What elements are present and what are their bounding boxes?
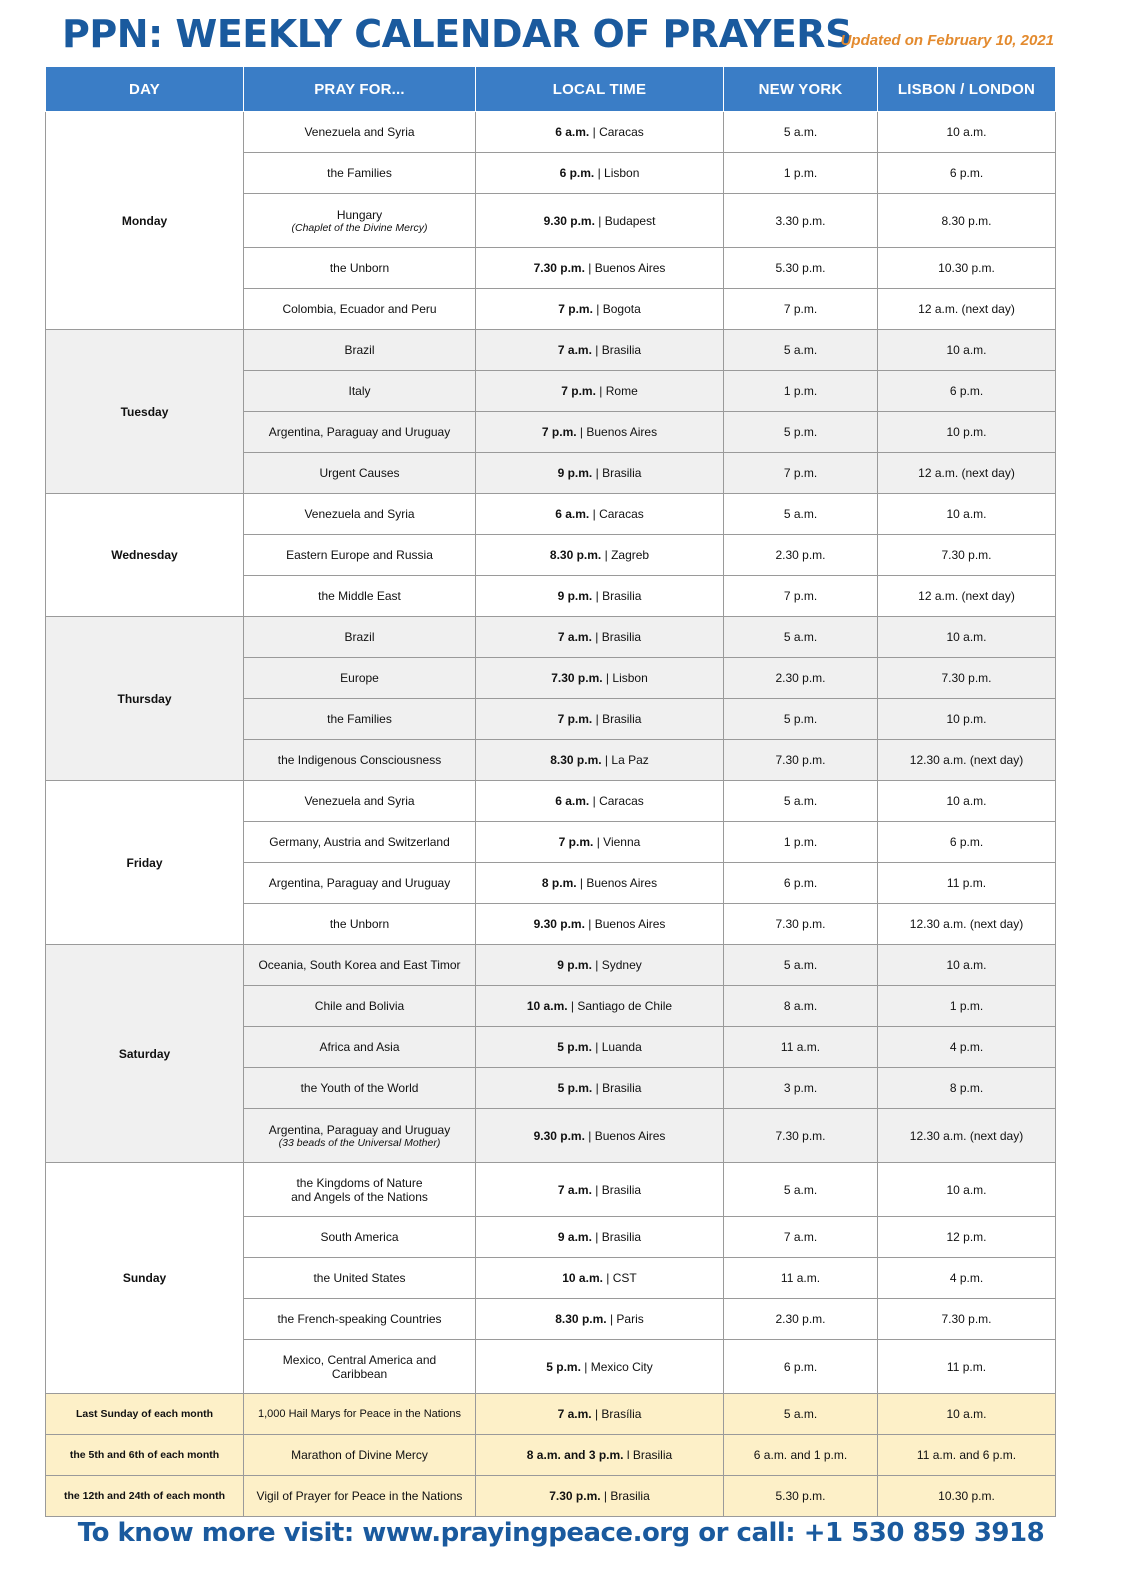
- lisbon-london-time-cell: 10 a.m.: [878, 617, 1056, 658]
- local-time-value: 6 p.m.: [559, 166, 595, 180]
- pray-for-text: Europe: [340, 671, 379, 685]
- pray-for-cell: [244, 412, 476, 453]
- lisbon-london-time-cell: 10 a.m.: [878, 1163, 1056, 1217]
- pray-for-cell: [244, 371, 476, 412]
- local-time-value: 7 p.m.: [541, 425, 577, 439]
- local-time-value: 9.30 p.m.: [533, 917, 585, 931]
- local-city: Sydney: [601, 958, 642, 972]
- local-time-cell: 7 p.m. | Buenos Aires: [476, 412, 724, 453]
- new-york-time-cell: 7.30 p.m.: [724, 1109, 878, 1163]
- local-time-cell: 9 p.m. | Brasilia: [476, 576, 724, 617]
- lisbon-london-time-cell: 6 p.m.: [878, 822, 1056, 863]
- pray-for-cell: [244, 945, 476, 986]
- pray-for-cell: [244, 453, 476, 494]
- lisbon-london-time-cell: 12 a.m. (next day): [878, 289, 1056, 330]
- pray-for-text: the Middle East: [318, 589, 401, 603]
- pray-for-text: Brazil: [344, 343, 375, 357]
- lisbon-london-time-cell: 8.30 p.m.: [878, 194, 1056, 248]
- new-york-time-cell: 6 p.m.: [724, 1340, 878, 1394]
- lisbon-london-time-cell: 10 p.m.: [878, 412, 1056, 453]
- local-time-value: 9 p.m.: [557, 589, 593, 603]
- new-york-time-cell: 7.30 p.m.: [724, 740, 878, 781]
- pray-for-text: Argentina, Paraguay and Uruguay: [268, 1122, 451, 1137]
- table-row: [46, 617, 1056, 658]
- table-row: [46, 330, 1056, 371]
- local-time-cell: 9 a.m. | Brasilia: [476, 1217, 724, 1258]
- lisbon-london-time-cell: 10.30 p.m.: [878, 1476, 1056, 1517]
- table-row: [46, 112, 1056, 153]
- new-york-time-cell: 5.30 p.m.: [724, 1476, 878, 1517]
- local-time-cell: [476, 1435, 724, 1476]
- day-group: [46, 781, 1056, 945]
- local-time-value: 7 a.m.: [557, 1182, 592, 1197]
- local-time-cell: 9.30 p.m. | Buenos Aires: [476, 1109, 724, 1163]
- local-time-cell: 8.30 p.m. | Zagreb: [476, 535, 724, 576]
- local-time-cell: 7 p.m. | Bogota: [476, 289, 724, 330]
- new-york-time-cell: 5 a.m.: [724, 617, 878, 658]
- pray-for-text: Venezuela and Syria: [304, 507, 415, 521]
- local-time-value: 9 p.m.: [557, 466, 593, 480]
- local-city: La Paz: [611, 753, 649, 767]
- table-row: [46, 1435, 1056, 1476]
- pray-for-cell: [244, 1340, 476, 1394]
- local-city: Lisbon: [612, 671, 648, 685]
- lisbon-london-time-cell: 11 p.m.: [878, 1340, 1056, 1394]
- lisbon-london-time-cell: 10 a.m.: [878, 494, 1056, 535]
- prayer-calendar-table: [45, 66, 1056, 1517]
- lisbon-london-time-cell: 12.30 a.m. (next day): [878, 740, 1056, 781]
- pray-for-text: the Kingdoms of Nature: [296, 1175, 423, 1190]
- new-york-time-cell: 7 p.m.: [724, 576, 878, 617]
- local-city: Paris: [616, 1312, 644, 1326]
- pray-for-cell: [244, 1163, 476, 1217]
- special-day-cell: Last Sunday of each month: [46, 1394, 244, 1435]
- local-time-cell: 5 p.m. | Brasilia: [476, 1068, 724, 1109]
- lisbon-london-time-cell: 6 p.m.: [878, 153, 1056, 194]
- lisbon-london-time-cell: 7.30 p.m.: [878, 658, 1056, 699]
- pray-for-text: Brazil: [344, 630, 375, 644]
- header-pray-for: PRAY FOR...: [244, 67, 476, 112]
- local-city: Buenos Aires: [586, 425, 658, 439]
- pray-for-cell: Marathon of Divine Mercy: [244, 1435, 476, 1476]
- pray-for-cell: [244, 194, 476, 248]
- local-city: Brasilia: [602, 589, 642, 603]
- local-time-value: 10 a.m.: [562, 1271, 603, 1285]
- local-time-cell: 9.30 p.m. | Buenos Aires: [476, 904, 724, 945]
- local-city: Brasilia: [601, 630, 642, 644]
- new-york-time-cell: 5.30 p.m.: [724, 248, 878, 289]
- pray-for-text-line2: Caribbean: [331, 1366, 388, 1381]
- local-time-value: 7.30 p.m.: [533, 261, 585, 275]
- page-title: PPN: WEEKLY CALENDAR OF PRAYERS: [62, 12, 852, 56]
- pray-for-cell: [244, 535, 476, 576]
- day-cell: Wednesday: [46, 494, 244, 617]
- new-york-time-cell: 5 a.m.: [724, 781, 878, 822]
- local-city: Buenos Aires: [594, 261, 666, 275]
- local-time-value: 7 p.m.: [561, 384, 596, 398]
- pray-for-text: South America: [320, 1230, 399, 1244]
- local-time-value: 9 p.m.: [557, 958, 592, 972]
- local-time-cell: 6 a.m. | Caracas: [476, 112, 724, 153]
- local-time-cell: 7 p.m. | Rome: [476, 371, 724, 412]
- day-cell: Thursday: [46, 617, 244, 781]
- pray-for-cell: [244, 1217, 476, 1258]
- new-york-time-cell: 5 a.m.: [724, 112, 878, 153]
- new-york-time-cell: 3.30 p.m.: [724, 194, 878, 248]
- pray-for-cell: 1,000 Hail Marys for Peace in the Nations: [244, 1394, 476, 1435]
- new-york-time-cell: 3 p.m.: [724, 1068, 878, 1109]
- pray-for-text: Oceania, South Korea and East Timor: [258, 958, 461, 972]
- new-york-time-cell: 5 a.m.: [724, 1163, 878, 1217]
- local-time-cell: 7.30 p.m. | Lisbon: [476, 658, 724, 699]
- pray-for-cell: [244, 740, 476, 781]
- local-time-value: 7 a.m.: [557, 343, 592, 357]
- local-city: Brasilia: [632, 1448, 673, 1462]
- lisbon-london-time-cell: 10 a.m.: [878, 781, 1056, 822]
- local-time-value: 8.30 p.m.: [550, 753, 602, 767]
- table-row: [46, 494, 1056, 535]
- pray-for-cell: [244, 986, 476, 1027]
- local-city: Buenos Aires: [586, 876, 658, 890]
- local-time-value: 10 a.m.: [526, 999, 568, 1013]
- pray-for-text: Venezuela and Syria: [304, 125, 415, 139]
- pray-for-text: the Indigenous Consciousness: [277, 753, 442, 767]
- pray-for-cell: [244, 781, 476, 822]
- local-city: Brasilia: [610, 1489, 650, 1503]
- day-cell: Sunday: [46, 1163, 244, 1394]
- day-group: [46, 330, 1056, 494]
- local-time-value: 9.30 p.m.: [533, 1128, 585, 1143]
- pray-for-text: the Unborn: [329, 261, 390, 275]
- new-york-time-cell: 1 p.m.: [724, 371, 878, 412]
- pray-for-text: Africa and Asia: [319, 1040, 400, 1054]
- pray-for-text: the French-speaking Countries: [277, 1312, 442, 1326]
- lisbon-london-time-cell: 1 p.m.: [878, 986, 1056, 1027]
- local-time-value: 5 p.m.: [546, 1359, 581, 1374]
- local-time-cell: 8.30 p.m. | Paris: [476, 1299, 724, 1340]
- pray-for-cell: [244, 112, 476, 153]
- new-york-time-cell: 7 a.m.: [724, 1217, 878, 1258]
- local-city: Brasilia: [602, 712, 642, 726]
- pray-for-text: the Families: [327, 712, 392, 726]
- local-time-cell: 9 p.m. | Sydney: [476, 945, 724, 986]
- local-city: Brasilia: [602, 466, 642, 480]
- local-city: Brasilia: [601, 1182, 642, 1197]
- local-time-cell: 8.30 p.m. | La Paz: [476, 740, 724, 781]
- day-cell: Monday: [46, 112, 244, 330]
- local-time-value: 7 a.m.: [557, 630, 592, 644]
- lisbon-london-time-cell: 4 p.m.: [878, 1027, 1056, 1068]
- local-city: Mexico City: [590, 1359, 653, 1374]
- local-time-value: 9.30 p.m.: [543, 213, 595, 228]
- local-city: Budapest: [604, 213, 656, 228]
- local-time-cell: 9.30 p.m. | Budapest: [476, 194, 724, 248]
- new-york-time-cell: 7 p.m.: [724, 289, 878, 330]
- pray-for-cell: [244, 1068, 476, 1109]
- lisbon-london-time-cell: 12 a.m. (next day): [878, 453, 1056, 494]
- pray-for-cell: [244, 1258, 476, 1299]
- pray-for-cell: [244, 617, 476, 658]
- local-time-value: 7 p.m.: [557, 712, 593, 726]
- new-york-time-cell: 6 a.m. and 1 p.m.: [724, 1435, 878, 1476]
- local-time-cell: 9 p.m. | Brasilia: [476, 453, 724, 494]
- pray-for-cell: [244, 248, 476, 289]
- pray-for-text: Italy: [348, 384, 371, 398]
- local-city: Brasília: [601, 1407, 642, 1421]
- monthly-special-group: [46, 1394, 1056, 1517]
- local-time-cell: 6 a.m. | Caracas: [476, 781, 724, 822]
- local-time-cell: 7 p.m. | Brasilia: [476, 699, 724, 740]
- new-york-time-cell: 7 p.m.: [724, 453, 878, 494]
- new-york-time-cell: 2.30 p.m.: [724, 535, 878, 576]
- local-city: CST: [612, 1271, 637, 1285]
- local-time-cell: [476, 1476, 724, 1517]
- special-day-cell: the 12th and 24th of each month: [46, 1476, 244, 1517]
- header-lisbon-london: LISBON / LONDON: [878, 67, 1056, 112]
- local-time-value: 8 a.m. and 3 p.m.: [526, 1448, 624, 1462]
- pray-for-cell: [244, 289, 476, 330]
- lisbon-london-time-cell: 10 a.m.: [878, 945, 1056, 986]
- new-york-time-cell: 1 p.m.: [724, 822, 878, 863]
- footer-contact: To know more visit: www.prayingpeace.org or call: +1 530 859 3918: [77, 1518, 1045, 1548]
- new-york-time-cell: 11 a.m.: [724, 1027, 878, 1068]
- local-time-cell: 10 a.m. | Santiago de Chile: [476, 986, 724, 1027]
- local-time-value: 7 p.m.: [558, 835, 594, 849]
- lisbon-london-time-cell: 6 p.m.: [878, 371, 1056, 412]
- lisbon-london-time-cell: 7.30 p.m.: [878, 535, 1056, 576]
- lisbon-london-time-cell: 12.30 a.m. (next day): [878, 904, 1056, 945]
- lisbon-london-time-cell: 4 p.m.: [878, 1258, 1056, 1299]
- lisbon-london-time-cell: 10 a.m.: [878, 1394, 1056, 1435]
- pray-for-text: the Youth of the World: [300, 1081, 419, 1095]
- new-york-time-cell: 1 p.m.: [724, 153, 878, 194]
- new-york-time-cell: 5 a.m.: [724, 945, 878, 986]
- lisbon-london-time-cell: 7.30 p.m.: [878, 1299, 1056, 1340]
- header-day: DAY: [46, 67, 244, 112]
- new-york-time-cell: 5 a.m.: [724, 330, 878, 371]
- day-group: [46, 494, 1056, 617]
- day-cell: Friday: [46, 781, 244, 945]
- lisbon-london-time-cell: 12 a.m. (next day): [878, 576, 1056, 617]
- table-row: [46, 1163, 1056, 1217]
- pray-for-text: Hungary: [336, 207, 383, 222]
- local-time-cell: 10 a.m. | CST: [476, 1258, 724, 1299]
- pray-for-cell: [244, 1109, 476, 1163]
- lisbon-london-time-cell: 12 p.m.: [878, 1217, 1056, 1258]
- local-time-cell: 7 a.m. | Brasilia: [476, 1163, 724, 1217]
- pray-for-text: the Families: [327, 166, 392, 180]
- pray-for-cell: [244, 576, 476, 617]
- header-local-time: LOCAL TIME: [476, 67, 724, 112]
- pray-for-cell: [244, 699, 476, 740]
- local-time-cell: 7 p.m. | Vienna: [476, 822, 724, 863]
- local-city: Bogota: [602, 302, 641, 316]
- local-time-cell: 6 p.m. | Lisbon: [476, 153, 724, 194]
- new-york-time-cell: 5 a.m.: [724, 1394, 878, 1435]
- pray-for-cell: [244, 863, 476, 904]
- new-york-time-cell: 2.30 p.m.: [724, 658, 878, 699]
- separator: |: [591, 1407, 602, 1421]
- new-york-time-cell: 5 p.m.: [724, 699, 878, 740]
- local-time-value: 7.30 p.m.: [549, 1489, 601, 1503]
- pray-for-text-line2: and Angels of the Nations: [291, 1189, 428, 1204]
- pray-for-cell: [244, 822, 476, 863]
- local-city: Rome: [605, 384, 638, 398]
- local-city: Buenos Aires: [594, 917, 666, 931]
- new-york-time-cell: 7.30 p.m.: [724, 904, 878, 945]
- lisbon-london-time-cell: 11 a.m. and 6 p.m.: [878, 1435, 1056, 1476]
- local-time-cell: 7 a.m. | Brasilia: [476, 617, 724, 658]
- local-city: Luanda: [601, 1040, 642, 1054]
- local-time-value: 5 p.m.: [557, 1081, 593, 1095]
- local-time-cell: 5 p.m. | Mexico City: [476, 1340, 724, 1394]
- pray-for-cell: [244, 1299, 476, 1340]
- pray-for-text: Chile and Bolivia: [314, 999, 405, 1013]
- day-group: [46, 617, 1056, 781]
- pray-for-cell: [244, 330, 476, 371]
- day-group: [46, 945, 1056, 1163]
- pray-for-text: the Unborn: [329, 917, 390, 931]
- local-time-value: 5 p.m.: [557, 1040, 592, 1054]
- lisbon-london-time-cell: 12.30 a.m. (next day): [878, 1109, 1056, 1163]
- local-time-cell: 7 a.m. | Brasilia: [476, 330, 724, 371]
- lisbon-london-time-cell: 8 p.m.: [878, 1068, 1056, 1109]
- pray-for-cell: [244, 1027, 476, 1068]
- table-row: [46, 945, 1056, 986]
- pray-for-text: the United States: [313, 1271, 406, 1285]
- day-group: [46, 112, 1056, 330]
- pray-for-cell: [244, 153, 476, 194]
- local-time-value: 9 a.m.: [557, 1230, 592, 1244]
- table-row: [46, 781, 1056, 822]
- day-cell: Tuesday: [46, 330, 244, 494]
- local-time-value: 6 a.m.: [555, 125, 590, 139]
- local-city: Brasilia: [602, 1081, 642, 1095]
- day-group: [46, 1163, 1056, 1394]
- table-row: [46, 1394, 1056, 1435]
- pray-for-text: Colombia, Ecuador and Peru: [282, 302, 437, 316]
- new-york-time-cell: 11 a.m.: [724, 1258, 878, 1299]
- local-city: Caracas: [599, 125, 644, 139]
- local-time-cell: 5 p.m. | Luanda: [476, 1027, 724, 1068]
- separator: |: [600, 1489, 611, 1503]
- local-time-value: 7.30 p.m.: [551, 671, 603, 685]
- local-city: Buenos Aires: [594, 1128, 666, 1143]
- local-city: Santiago de Chile: [577, 999, 673, 1013]
- local-time-cell: 7.30 p.m. | Buenos Aires: [476, 248, 724, 289]
- separator: l: [623, 1448, 633, 1462]
- local-time-value: 8.30 p.m.: [549, 548, 602, 562]
- local-city: Vienna: [603, 835, 641, 849]
- pray-for-cell: [244, 658, 476, 699]
- local-city: Caracas: [599, 507, 644, 521]
- pray-for-note: (Chaplet of the Divine Mercy): [291, 221, 428, 234]
- lisbon-london-time-cell: 10 p.m.: [878, 699, 1056, 740]
- local-time-value: 8 p.m.: [541, 876, 577, 890]
- lisbon-london-time-cell: 10 a.m.: [878, 112, 1056, 153]
- new-york-time-cell: 8 a.m.: [724, 986, 878, 1027]
- lisbon-london-time-cell: 11 p.m.: [878, 863, 1056, 904]
- updated-date: Updated on February 10, 2021: [840, 32, 1054, 49]
- new-york-time-cell: 2.30 p.m.: [724, 1299, 878, 1340]
- pray-for-text: Urgent Causes: [319, 466, 400, 480]
- local-city: Caracas: [599, 794, 644, 808]
- local-time-cell: [476, 1394, 724, 1435]
- pray-for-text: Argentina, Paraguay and Uruguay: [268, 425, 451, 439]
- local-city: Zagreb: [611, 548, 650, 562]
- pray-for-text: Argentina, Paraguay and Uruguay: [268, 876, 451, 890]
- lisbon-london-time-cell: 10.30 p.m.: [878, 248, 1056, 289]
- pray-for-cell: Vigil of Prayer for Peace in the Nations: [244, 1476, 476, 1517]
- local-time-value: 7 a.m.: [557, 1407, 592, 1421]
- local-time-value: 6 a.m.: [555, 794, 590, 808]
- local-time-value: 8.30 p.m.: [555, 1312, 607, 1326]
- local-city: Brasilia: [601, 1230, 642, 1244]
- local-time-cell: 8 p.m. | Buenos Aires: [476, 863, 724, 904]
- new-york-time-cell: 5 p.m.: [724, 412, 878, 453]
- header-new-york: NEW YORK: [724, 67, 878, 112]
- lisbon-london-time-cell: 10 a.m.: [878, 330, 1056, 371]
- new-york-time-cell: 5 a.m.: [724, 494, 878, 535]
- pray-for-text: Germany, Austria and Switzerland: [269, 835, 450, 849]
- table-row: [46, 1476, 1056, 1517]
- table-header-row: [46, 67, 1056, 112]
- local-city: Lisbon: [604, 166, 640, 180]
- pray-for-text: Venezuela and Syria: [304, 794, 415, 808]
- local-time-value: 6 a.m.: [555, 507, 590, 521]
- day-cell: Saturday: [46, 945, 244, 1163]
- pray-for-text: Eastern Europe and Russia: [286, 548, 433, 562]
- pray-for-cell: [244, 494, 476, 535]
- pray-for-text: Mexico, Central America and: [282, 1352, 437, 1367]
- pray-for-cell: [244, 904, 476, 945]
- local-time-cell: 6 a.m. | Caracas: [476, 494, 724, 535]
- local-time-value: 7 p.m.: [558, 302, 593, 316]
- local-city: Brasilia: [601, 343, 642, 357]
- special-day-cell: the 5th and 6th of each month: [46, 1435, 244, 1476]
- new-york-time-cell: 6 p.m.: [724, 863, 878, 904]
- pray-for-note: (33 beads of the Universal Mother): [278, 1136, 441, 1149]
